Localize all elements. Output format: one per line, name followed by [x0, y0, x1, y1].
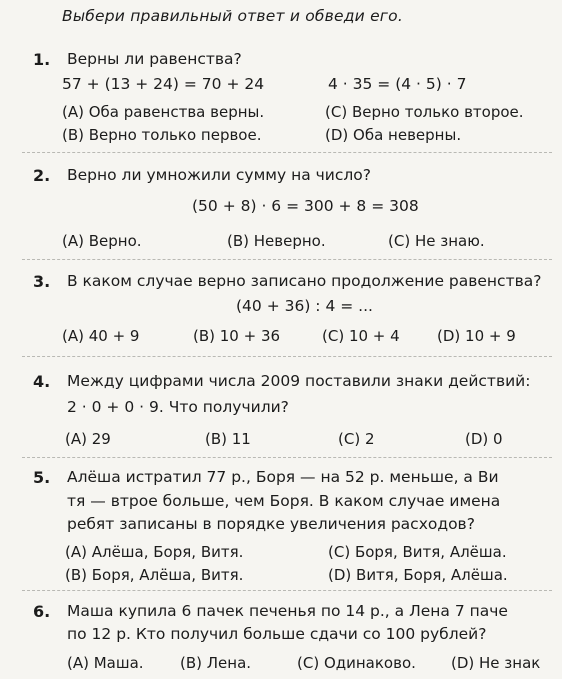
answer-option-c[interactable]: (C) 2	[338, 430, 375, 448]
answer-option-b[interactable]: (B) Неверно.	[227, 232, 326, 250]
question-number: 5.	[33, 468, 51, 487]
question-text: ребят записаны в порядке увеличения расходов?	[67, 515, 475, 533]
question-text: Между цифрами числа 2009 поставили знаки действий:	[67, 372, 531, 390]
answer-option-b[interactable]: (B) Боря, Алёша, Витя.	[65, 566, 244, 584]
question-text: 2 · 0 + 0 · 9. Что получили?	[67, 398, 289, 416]
answer-option-c[interactable]: (C) 10 + 4	[322, 327, 400, 345]
answer-option-a[interactable]: (A) Оба равенства верны.	[62, 103, 265, 121]
question-text: В каком случае верно записано продолжение равенства?	[67, 272, 542, 290]
answer-option-c[interactable]: (C) Одинаково.	[297, 654, 416, 672]
answer-option-c[interactable]: (C) Не знаю.	[388, 232, 485, 250]
divider	[22, 457, 552, 458]
divider	[22, 590, 552, 591]
answer-option-d[interactable]: (D) Не знак	[451, 654, 541, 672]
answer-option-b[interactable]: (B) Верно только первое.	[62, 126, 262, 144]
answer-option-b[interactable]: (B) 10 + 36	[193, 327, 281, 345]
answer-option-a[interactable]: (A) Верно.	[62, 232, 142, 250]
question-number: 6.	[33, 602, 51, 621]
divider	[22, 152, 552, 153]
answer-option-c[interactable]: (C) Верно только второе.	[325, 103, 524, 121]
question-number: 2.	[33, 166, 51, 185]
instruction: Выбери правильный ответ и обведи его.	[62, 7, 403, 25]
answer-option-a[interactable]: (A) 40 + 9	[62, 327, 140, 345]
divider	[22, 356, 552, 357]
question-text: по 12 р. Кто получил больше сдачи со 100 рублей?	[67, 625, 487, 643]
answer-option-c[interactable]: (C) Боря, Витя, Алёша.	[328, 543, 507, 561]
answer-option-a[interactable]: (A) 29	[65, 430, 111, 448]
question-number: 3.	[33, 272, 51, 291]
equation: 57 + (13 + 24) = 70 + 24	[62, 75, 265, 93]
question-text: Верны ли равенства?	[67, 50, 242, 68]
answer-option-a[interactable]: (A) Маша.	[67, 654, 144, 672]
answer-option-d[interactable]: (D) Витя, Боря, Алёша.	[328, 566, 508, 584]
question-number: 1.	[33, 50, 51, 69]
answer-option-b[interactable]: (B) 11	[205, 430, 251, 448]
equation: 4 · 35 = (4 · 5) · 7	[328, 75, 467, 93]
equation: (50 + 8) · 6 = 300 + 8 = 308	[192, 197, 419, 215]
divider	[22, 259, 552, 260]
answer-option-d[interactable]: (D) 0	[465, 430, 503, 448]
question-text: Маша купила 6 пачек печенья по 14 р., а Лена 7 паче	[67, 602, 508, 620]
answer-option-d[interactable]: (D) 10 + 9	[437, 327, 516, 345]
answer-option-a[interactable]: (A) Алёша, Боря, Витя.	[65, 543, 244, 561]
question-number: 4.	[33, 372, 51, 391]
question-text: Алёша истратил 77 р., Боря — на 52 р. меньше, а Ви	[67, 468, 499, 486]
question-text: тя — втрое больше, чем Боря. В каком случае имена	[67, 492, 501, 510]
equation: (40 + 36) : 4 = ...	[236, 297, 373, 315]
question-text: Верно ли умножили сумму на число?	[67, 166, 371, 184]
answer-option-d[interactable]: (D) Оба неверны.	[325, 126, 462, 144]
answer-option-b[interactable]: (B) Лена.	[180, 654, 252, 672]
